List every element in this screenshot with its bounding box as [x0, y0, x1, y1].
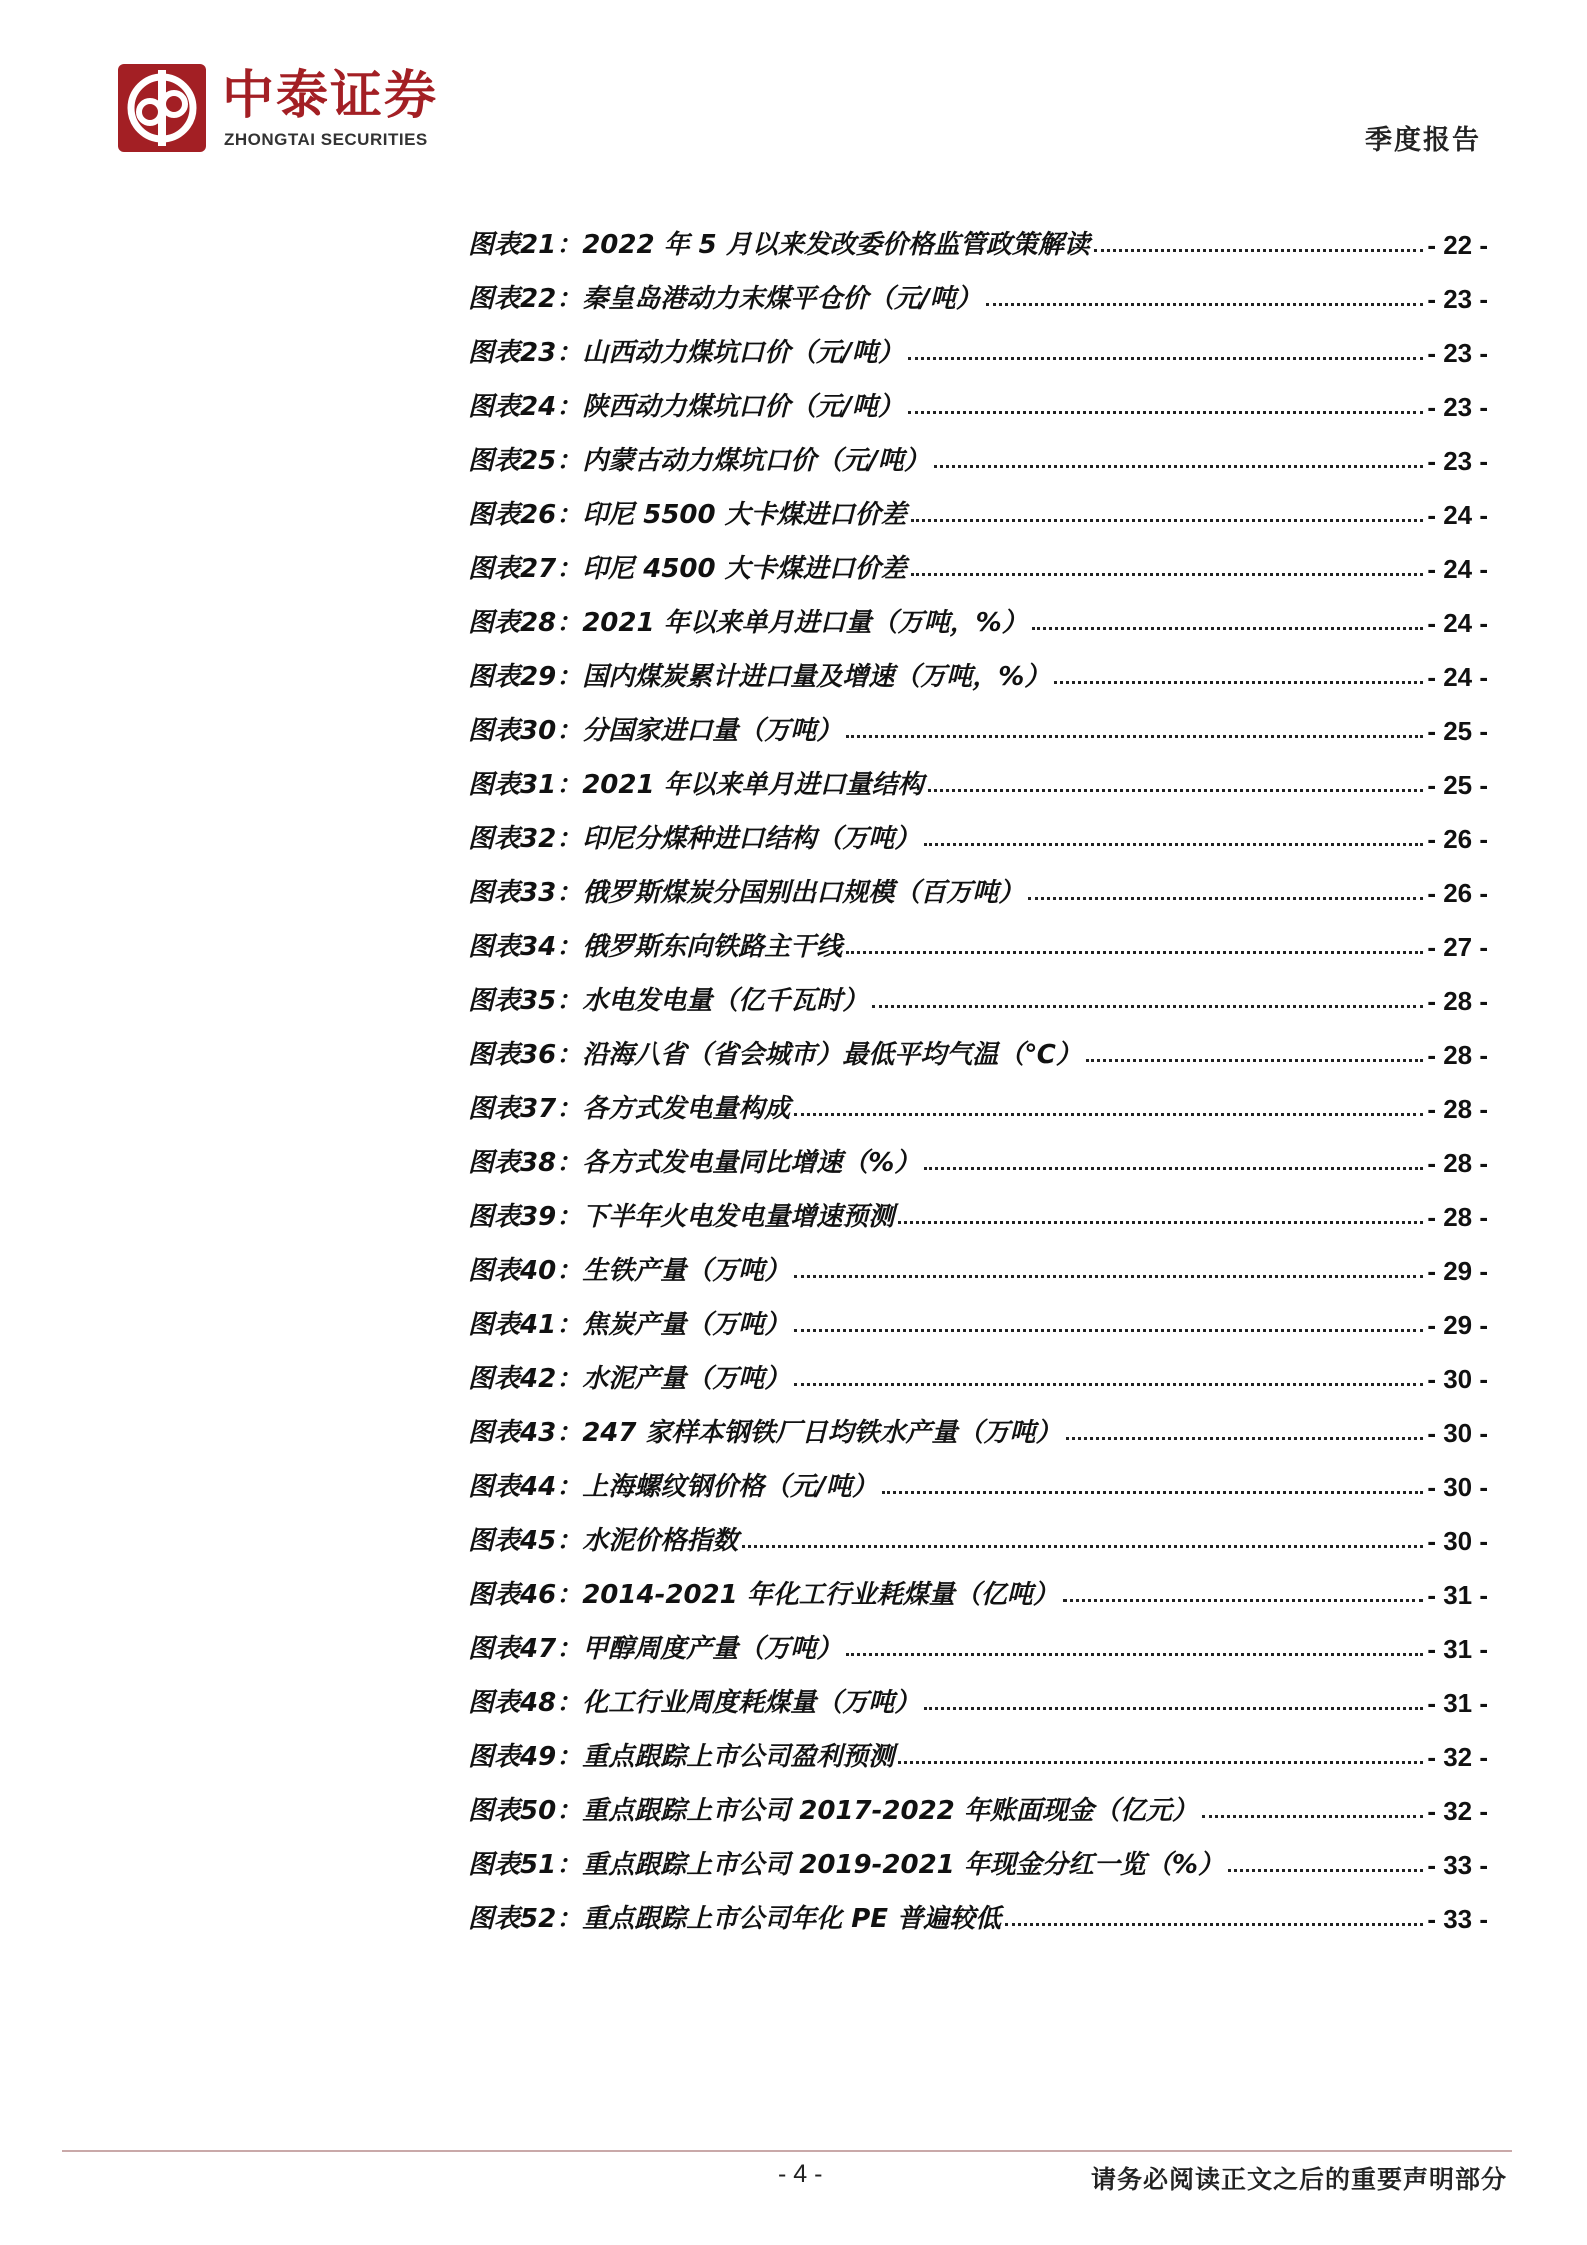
toc-entry[interactable]: [468, 261, 1488, 315]
toc-entry-label: 图表: [468, 1256, 521, 1286]
toc-entry-label: 图表: [468, 284, 521, 314]
toc-entry-title: 上海螺纹钢价格（元/吨）: [582, 1472, 878, 1502]
toc-entry-page: - 22 -: [1427, 230, 1488, 260]
toc-entry[interactable]: [468, 801, 1488, 855]
toc-entry-title: 2022 年 5 月以来发改委价格监管政策解读: [582, 230, 1090, 260]
toc-entry-number: 32：: [520, 824, 583, 854]
toc-entry[interactable]: [468, 747, 1488, 801]
toc-entry-number: 51：: [520, 1850, 583, 1880]
toc-entry-page: - 29 -: [1427, 1310, 1488, 1340]
toc-leader-dots: [1063, 1599, 1424, 1602]
toc-entry-number: 42：: [520, 1364, 583, 1394]
zhongtai-logo-icon: [116, 62, 208, 154]
toc-leader-dots: [1228, 1869, 1423, 1872]
toc-entry-label: 图表: [468, 1634, 521, 1664]
toc-entry-title: 印尼分煤种进口结构（万吨）: [582, 824, 921, 854]
toc-entry-label: 图表: [468, 662, 521, 692]
page-number: - 4 -: [778, 2160, 823, 2188]
toc-leader-dots: [924, 1707, 1423, 1710]
toc-entry[interactable]: [468, 1449, 1488, 1503]
toc-entry-page: - 30 -: [1427, 1364, 1488, 1394]
toc-entry-number: 23：: [520, 338, 583, 368]
toc-entry-label: 图表: [468, 932, 521, 962]
toc-entry-number: 33：: [520, 878, 583, 908]
toc-entry-label: 图表: [468, 500, 521, 530]
toc-entry-number: 52：: [520, 1904, 583, 1934]
toc-entry-label: 图表: [468, 878, 521, 908]
toc-entry-page: - 26 -: [1427, 824, 1488, 854]
toc-entry-label: 图表: [468, 1472, 521, 1502]
toc-entry-page: - 23 -: [1427, 284, 1488, 314]
toc-entry-page: - 28 -: [1427, 1148, 1488, 1178]
toc-leader-dots: [794, 1275, 1423, 1278]
table-of-figures: [468, 207, 1488, 1935]
toc-entry[interactable]: [468, 477, 1488, 531]
toc-entry-number: 34：: [520, 932, 583, 962]
toc-entry-number: 31：: [520, 770, 583, 800]
toc-entry-number: 28：: [520, 608, 583, 638]
toc-entry-number: 35：: [520, 986, 583, 1016]
toc-entry-label: 图表: [468, 446, 521, 476]
toc-entry-label: 图表: [468, 1796, 521, 1826]
toc-leader-dots: [898, 1761, 1423, 1764]
toc-leader-dots: [1202, 1815, 1423, 1818]
toc-leader-dots: [1005, 1923, 1423, 1926]
toc-entry-page: - 24 -: [1427, 608, 1488, 638]
toc-entry-page: - 32 -: [1427, 1742, 1488, 1772]
toc-leader-dots: [898, 1221, 1423, 1224]
toc-entry[interactable]: [468, 693, 1488, 747]
toc-entry[interactable]: [468, 1611, 1488, 1665]
toc-entry[interactable]: [468, 1125, 1488, 1179]
toc-entry-label: 图表: [468, 230, 521, 260]
toc-entry-number: 47：: [520, 1634, 583, 1664]
toc-entry[interactable]: [468, 1341, 1488, 1395]
toc-leader-dots: [794, 1329, 1423, 1332]
toc-entry-page: - 33 -: [1427, 1850, 1488, 1880]
toc-entry-title: 陕西动力煤坑口价（元/吨）: [582, 392, 904, 422]
toc-leader-dots: [1066, 1437, 1424, 1440]
toc-entry[interactable]: [468, 1287, 1488, 1341]
toc-entry[interactable]: [468, 1719, 1488, 1773]
toc-entry[interactable]: [468, 1071, 1488, 1125]
toc-entry-title: 水泥价格指数: [582, 1526, 739, 1556]
toc-entry-label: 图表: [468, 1148, 521, 1178]
toc-entry-title: 内蒙古动力煤坑口价（元/吨）: [582, 446, 930, 476]
toc-leader-dots: [908, 411, 1424, 414]
footer-disclaimer: 请务必阅读正文之后的重要声明部分: [1090, 2165, 1507, 2194]
toc-entry-number: 43：: [520, 1418, 583, 1448]
toc-entry-title: 秦皇岛港动力末煤平仓价（元/吨）: [582, 284, 982, 314]
toc-entry-title: 各方式发电量同比增速（%）: [582, 1148, 921, 1178]
toc-entry-number: 50：: [520, 1796, 583, 1826]
toc-entry-title: 水泥产量（万吨）: [582, 1364, 791, 1394]
toc-entry-label: 图表: [468, 1202, 521, 1232]
toc-entry-title: 水电发电量（亿千瓦时）: [582, 986, 869, 1016]
toc-entry-number: 27：: [520, 554, 583, 584]
toc-entry-label: 图表: [468, 1040, 521, 1070]
toc-entry-label: 图表: [468, 1742, 521, 1772]
toc-entry-label: 图表: [468, 1418, 521, 1448]
toc-entry-label: 图表: [468, 716, 521, 746]
toc-entry-page: - 28 -: [1427, 1040, 1488, 1070]
toc-leader-dots: [794, 1113, 1423, 1116]
toc-entry-title: 重点跟踪上市公司 2017-2022 年账面现金（亿元）: [582, 1796, 1198, 1826]
toc-entry-page: - 25 -: [1427, 770, 1488, 800]
page-header: [0, 0, 1587, 170]
toc-leader-dots: [911, 519, 1424, 522]
toc-entry-page: - 23 -: [1427, 392, 1488, 422]
toc-entry-page: - 29 -: [1427, 1256, 1488, 1286]
toc-entry-label: 图表: [468, 1688, 521, 1718]
toc-entry-title: 重点跟踪上市公司 2019-2021 年现金分红一览（%）: [582, 1850, 1224, 1880]
toc-entry-title: 生铁产量（万吨）: [582, 1256, 791, 1286]
toc-entry[interactable]: [468, 1827, 1488, 1881]
toc-leader-dots: [846, 735, 1423, 738]
toc-entry[interactable]: [468, 1773, 1488, 1827]
toc-entry-title: 印尼 5500 大卡煤进口价差: [582, 500, 907, 530]
toc-entry[interactable]: [468, 423, 1488, 477]
toc-entry-number: 45：: [520, 1526, 583, 1556]
toc-entry[interactable]: [468, 1179, 1488, 1233]
toc-leader-dots: [928, 789, 1424, 792]
toc-entry-label: 图表: [468, 1094, 521, 1124]
toc-entry-page: - 28 -: [1427, 1094, 1488, 1124]
toc-entry-page: - 32 -: [1427, 1796, 1488, 1826]
toc-entry-title: 焦炭产量（万吨）: [582, 1310, 791, 1340]
toc-entry-page: - 30 -: [1427, 1472, 1488, 1502]
toc-entry-page: - 28 -: [1427, 986, 1488, 1016]
toc-leader-dots: [934, 465, 1424, 468]
toc-entry-title: 重点跟踪上市公司年化 PE 普遍较低: [582, 1904, 1002, 1934]
toc-entry-page: - 26 -: [1427, 878, 1488, 908]
toc-leader-dots: [872, 1005, 1423, 1008]
toc-entry-label: 图表: [468, 392, 521, 422]
toc-entry-title: 2014-2021 年化工行业耗煤量（亿吨）: [582, 1580, 1059, 1610]
toc-leader-dots: [924, 843, 1423, 846]
toc-leader-dots: [924, 1167, 1423, 1170]
toc-entry-title: 沿海八省（省会城市）最低平均气温（℃）: [582, 1040, 1082, 1070]
toc-entry-title: 山西动力煤坑口价（元/吨）: [582, 338, 904, 368]
toc-entry-number: 25：: [520, 446, 583, 476]
toc-entry[interactable]: [468, 963, 1488, 1017]
toc-entry-label: 图表: [468, 986, 521, 1016]
toc-entry-page: - 24 -: [1427, 500, 1488, 530]
toc-entry-page: - 31 -: [1427, 1580, 1488, 1610]
toc-entry-number: 39：: [520, 1202, 583, 1232]
toc-leader-dots: [1028, 897, 1423, 900]
toc-entry-page: - 33 -: [1427, 1904, 1488, 1934]
toc-leader-dots: [1086, 1059, 1424, 1062]
toc-entry-title: 下半年火电发电量增速预测: [582, 1202, 895, 1232]
toc-entry-page: - 23 -: [1427, 338, 1488, 368]
toc-entry-number: 21：: [520, 230, 583, 260]
toc-leader-dots: [794, 1383, 1423, 1386]
toc-entry[interactable]: [468, 639, 1488, 693]
toc-entry[interactable]: [468, 1395, 1488, 1449]
toc-entry-label: 图表: [468, 824, 521, 854]
toc-entry-number: 49：: [520, 1742, 583, 1772]
toc-entry-number: 30：: [520, 716, 583, 746]
toc-entry-title: 甲醇周度产量（万吨）: [582, 1634, 843, 1664]
toc-entry-page: - 27 -: [1427, 932, 1488, 962]
toc-entry-title: 重点跟踪上市公司盈利预测: [582, 1742, 895, 1772]
toc-entry-label: 图表: [468, 1580, 521, 1610]
toc-entry[interactable]: [468, 531, 1488, 585]
toc-entry-label: 图表: [468, 1850, 521, 1880]
toc-leader-dots: [882, 1491, 1424, 1494]
toc-entry-label: 图表: [468, 1526, 521, 1556]
toc-entry-number: 24：: [520, 392, 583, 422]
toc-entry-label: 图表: [468, 1364, 521, 1394]
toc-entry[interactable]: [468, 1017, 1488, 1071]
toc-leader-dots: [986, 303, 1424, 306]
toc-leader-dots: [1054, 681, 1423, 684]
toc-entry-page: - 24 -: [1427, 662, 1488, 692]
toc-entry-title: 俄罗斯煤炭分国别出口规模（百万吨）: [582, 878, 1025, 908]
toc-leader-dots: [908, 357, 1424, 360]
toc-entry-page: - 23 -: [1427, 446, 1488, 476]
toc-entry-number: 46：: [520, 1580, 583, 1610]
toc-entry[interactable]: [468, 1881, 1488, 1935]
toc-entry[interactable]: [468, 207, 1488, 261]
toc-entry-number: 38：: [520, 1148, 583, 1178]
toc-entry-title: 国内煤炭累计进口量及增速（万吨，%）: [582, 662, 1051, 692]
toc-entry-title: 分国家进口量（万吨）: [582, 716, 843, 746]
toc-entry-number: 36：: [520, 1040, 583, 1070]
footer-divider: [62, 2150, 1512, 2152]
toc-entry-page: - 25 -: [1427, 716, 1488, 746]
toc-leader-dots: [1032, 627, 1424, 630]
brand-name-en: ZHONGTAI SECURITIES: [224, 130, 428, 149]
toc-entry[interactable]: [468, 855, 1488, 909]
toc-entry-title: 2021 年以来单月进口量结构: [582, 770, 924, 800]
toc-entry[interactable]: [468, 909, 1488, 963]
toc-entry[interactable]: [468, 369, 1488, 423]
toc-entry-page: - 30 -: [1427, 1526, 1488, 1556]
toc-leader-dots: [1094, 249, 1423, 252]
toc-entry-title: 各方式发电量构成: [582, 1094, 791, 1124]
toc-entry-label: 图表: [468, 338, 521, 368]
report-type-label: 季度报告: [1365, 125, 1481, 156]
toc-entry-number: 29：: [520, 662, 583, 692]
toc-entry-label: 图表: [468, 770, 521, 800]
toc-entry-number: 26：: [520, 500, 583, 530]
toc-entry-number: 37：: [520, 1094, 583, 1124]
toc-entry[interactable]: [468, 1665, 1488, 1719]
toc-leader-dots: [846, 1653, 1423, 1656]
toc-entry-label: 图表: [468, 1904, 521, 1934]
toc-entry-label: 图表: [468, 554, 521, 584]
toc-leader-dots: [742, 1545, 1423, 1548]
toc-entry-page: - 30 -: [1427, 1418, 1488, 1448]
toc-entry[interactable]: [468, 315, 1488, 369]
toc-entry[interactable]: [468, 1233, 1488, 1287]
toc-entry-number: 22：: [520, 284, 583, 314]
toc-entry-title: 2021 年以来单月进口量（万吨，%）: [582, 608, 1028, 638]
toc-entry-number: 40：: [520, 1256, 583, 1286]
toc-entry[interactable]: [468, 1557, 1488, 1611]
toc-entry-number: 41：: [520, 1310, 583, 1340]
brand-name-cn: 中泰证券: [222, 66, 439, 126]
toc-entry-label: 图表: [468, 1310, 521, 1340]
toc-leader-dots: [911, 573, 1424, 576]
toc-entry[interactable]: [468, 585, 1488, 639]
toc-entry-title: 印尼 4500 大卡煤进口价差: [582, 554, 907, 584]
toc-entry-page: - 31 -: [1427, 1634, 1488, 1664]
toc-entry-title: 247 家样本钢铁厂日均铁水产量（万吨）: [582, 1418, 1062, 1448]
toc-entry-page: - 24 -: [1427, 554, 1488, 584]
toc-entry[interactable]: [468, 1503, 1488, 1557]
toc-entry-number: 44：: [520, 1472, 583, 1502]
toc-entry-title: 俄罗斯东向铁路主干线: [582, 932, 843, 962]
toc-entry-page: - 28 -: [1427, 1202, 1488, 1232]
toc-leader-dots: [846, 951, 1423, 954]
toc-entry-page: - 31 -: [1427, 1688, 1488, 1718]
toc-entry-label: 图表: [468, 608, 521, 638]
toc-entry-number: 48：: [520, 1688, 583, 1718]
toc-entry-title: 化工行业周度耗煤量（万吨）: [582, 1688, 921, 1718]
